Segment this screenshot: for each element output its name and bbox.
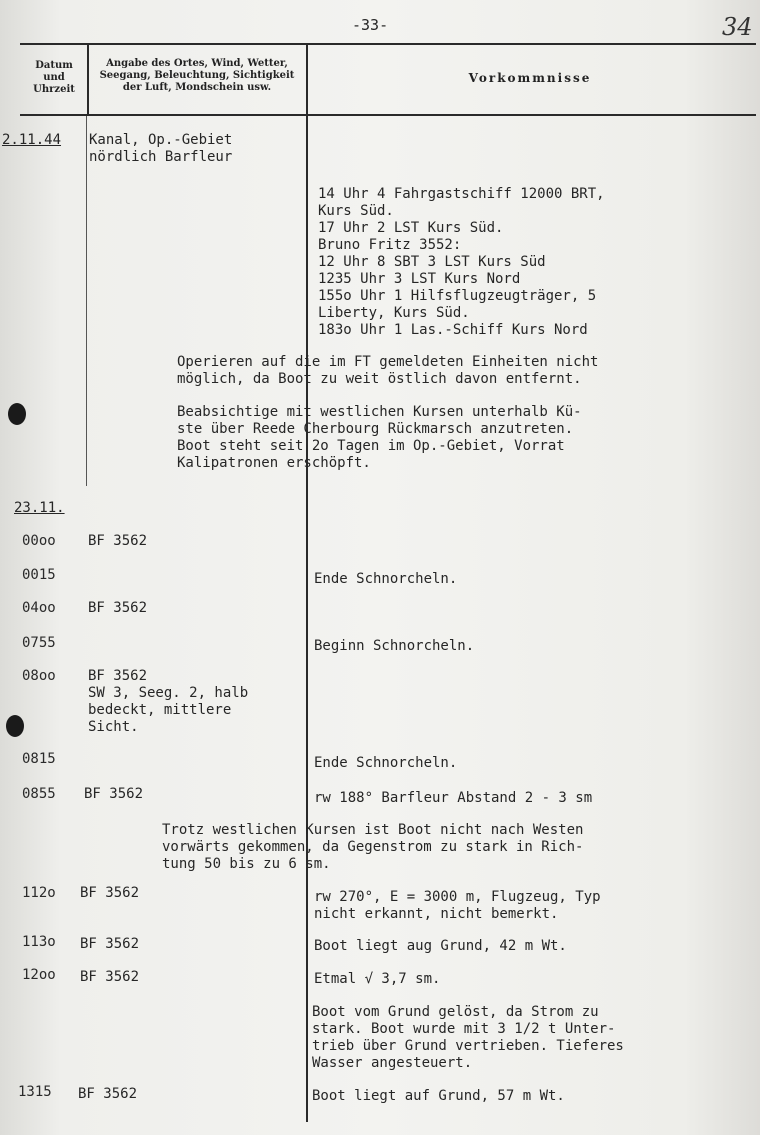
- row-event: Boot liegt auf Grund, 57 m Wt.: [312, 1088, 565, 1104]
- row-time: 12oo: [22, 967, 56, 983]
- row-place: BF 3562: [78, 1086, 138, 1102]
- row-place: BF 3562: [80, 936, 140, 952]
- row-place: BF 3562: [80, 969, 140, 985]
- header-bottom-rule: [20, 114, 756, 116]
- row-place: BF 3562: [80, 885, 140, 901]
- row-event: Beginn Schnorcheln.: [314, 638, 475, 654]
- row-time: 0855: [22, 786, 56, 802]
- row-event: Ende Schnorcheln.: [314, 571, 458, 587]
- row-place: BF 3562: [88, 600, 148, 616]
- note-return: Beabsichtige mit westlichen Kursen unterhalb Kü- ste über Reede Cherbourg Rückmarsch anzutreten. Boot steht seit 2o Tagen im Op.-Gebiet, Vorrat Kalipatronen erschöpft.: [177, 404, 582, 471]
- row-time: 113o: [22, 934, 56, 950]
- note-operation: Operieren auf die im FT gemeldeten Einheiten nicht möglich, da Boot zu weit östlich davon entfernt.: [177, 354, 599, 387]
- header-events: Vorkommnisse: [468, 71, 592, 85]
- row-place: BF 3562: [88, 533, 148, 549]
- row-event: rw 188° Barfleur Abstand 2 - 3 sm: [314, 790, 593, 806]
- note-current: Trotz westlichen Kursen ist Boot nicht nach Westen vorwärts gekommen, da Gegenstrom zu stark in Rich- tung 50 bis zu 6 sm.: [162, 822, 584, 872]
- punch-hole-top: [8, 403, 26, 425]
- row-time: 04oo: [22, 600, 56, 616]
- row-time: 00oo: [22, 533, 56, 549]
- row-event: Etmal √ 3,7 sm.: [314, 971, 441, 987]
- page-number: -33-: [352, 16, 389, 34]
- entry-date-2: 23.11.: [14, 500, 65, 516]
- header-place: Angabe des Ortes, Wind, Wetter, Seegang, Beleuchtung, Sichtigkeit der Luft, Mondschein usw.: [99, 58, 295, 93]
- entry-place: Kanal, Op.-Gebiet nördlich Barfleur: [89, 132, 233, 165]
- row-time: 0015: [22, 567, 56, 583]
- entry-date: 2.11.44: [2, 132, 62, 148]
- row-place: BF 3562: [84, 786, 144, 802]
- row-time: 112o: [22, 885, 56, 901]
- row-event: rw 270°, E = 3000 m, Flugzeug, Typ nicht erkannt, nicht bemerkt.: [314, 889, 601, 922]
- row-time: 08oo: [22, 668, 56, 684]
- row-place: BF 3562 SW 3, Seeg. 2, halb bedeckt, mittlere Sicht.: [88, 668, 249, 735]
- row-time: 0755: [22, 635, 56, 651]
- row-event: Ende Schnorcheln.: [314, 755, 458, 771]
- radio-report: 14 Uhr 4 Fahrgastschiff 12000 BRT, Kurs Süd. 17 Uhr 2 LST Kurs Süd. Bruno Fritz 3552: 12 Uhr 8 SBT 3 LST Kurs Süd 1235 Uhr 3 LST Kurs Nord 155o Uhr 1 Hilfsflugzeugträger, 5 Liberty, Kurs Süd. 183o Uhr 1 Las.-Schiff Kurs Nord: [318, 186, 605, 338]
- column-divider-1-lower: [86, 116, 87, 486]
- handwritten-page-number: 34: [722, 13, 753, 41]
- note-ground: Boot vom Grund gelöst, da Strom zu stark. Boot wurde mit 3 1/2 t Unter- trieb über Grund vertrieben. Tieferes Wasser angesteuert.: [312, 1004, 624, 1071]
- row-time: 0815: [22, 751, 56, 767]
- punch-hole-bottom: [6, 715, 24, 737]
- column-divider-1: [87, 44, 89, 116]
- header-date: Datum und Uhrzeit: [33, 60, 75, 95]
- row-time: 1315: [18, 1084, 52, 1100]
- row-event: Boot liegt aug Grund, 42 m Wt.: [314, 938, 567, 954]
- header-top-rule: [20, 43, 756, 45]
- column-divider-2: [306, 44, 308, 1122]
